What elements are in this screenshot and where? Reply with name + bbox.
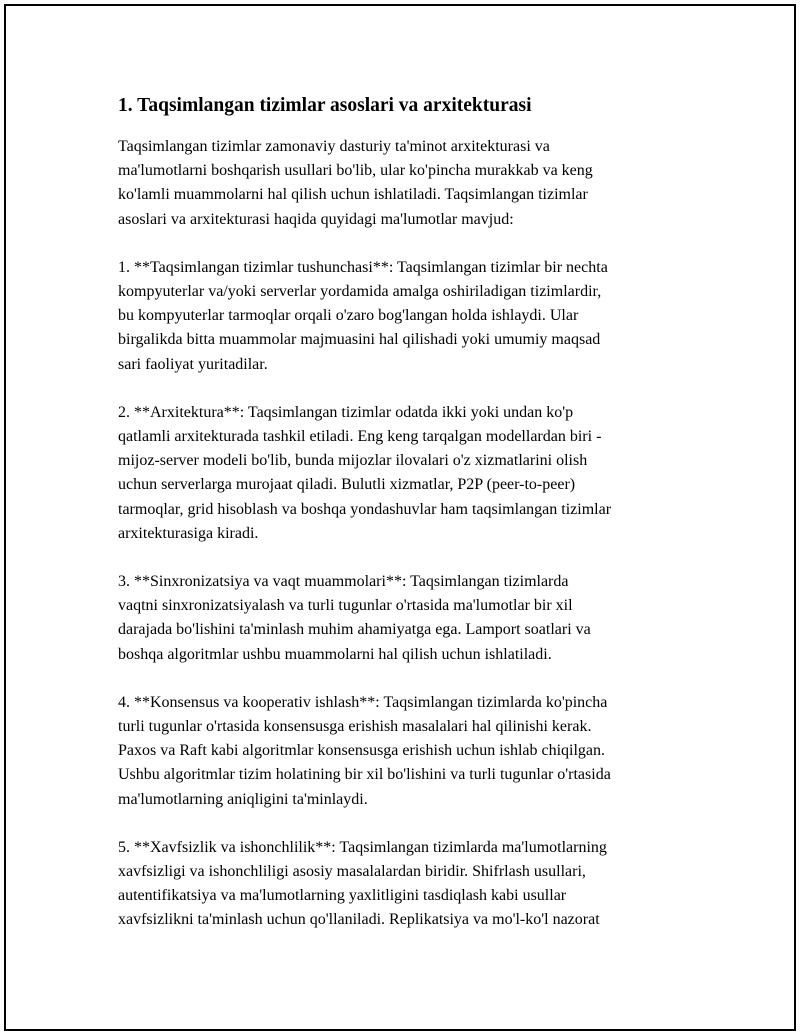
text-line: boshqa algoritmlar ushbu muammolarni hal qilish uchun ishlatiladi. bbox=[118, 645, 552, 663]
text-line: xavfsizligi va ishonchliligi asosiy masalalardan biridir. Shifrlash usullari, bbox=[118, 863, 586, 881]
text-line: arxitekturasiga kiradi. bbox=[118, 524, 259, 542]
text-line: bu kompyuterlar tarmoqlar orqali o'zaro bog'langan holda ishlaydi. Ular bbox=[118, 307, 579, 325]
text-line: ko'lamli muammolarni hal qilish uchun ishlatiladi. Taqsimlangan tizimlar bbox=[118, 186, 588, 204]
document-body bbox=[118, 94, 698, 933]
text-line: ma'lumotlarni boshqarish usullari bo'lib, ular ko'pincha murakkab va keng bbox=[118, 162, 593, 180]
paragraph-intro bbox=[118, 135, 698, 232]
document-title: 1. Taqsimlangan tizimlar asoslari va arxitekturasi bbox=[118, 95, 532, 116]
text-line: darajada bo'lishini ta'minlash muhim ahamiyatga ega. Lamport soatlari va bbox=[118, 621, 591, 639]
paragraph-architecture bbox=[118, 401, 698, 546]
text-line: kompyuterlar va/yoki serverlar yordamida amalga oshiriladigan tizimlardir, bbox=[118, 283, 602, 301]
text-line: Ushbu algoritmlar tizim holatining bir xil bo'lishini va turli tugunlar o'rtasida bbox=[118, 766, 611, 784]
text-line: ma'lumotlarning aniqligini ta'minlaydi. bbox=[118, 790, 368, 808]
text-line: xavfsizlikni ta'minlash uchun qo'llaniladi. Replikatsiya va mo'l-ko'l nazorat bbox=[118, 911, 600, 929]
text-line: Taqsimlangan tizimlar zamonaviy dasturiy ta'minot arxitekturasi va bbox=[118, 138, 550, 155]
text-line: qatlamli arxitekturada tashkil etiladi. Eng keng tarqalgan modellardan biri - bbox=[118, 428, 602, 446]
paragraph-concept bbox=[118, 256, 698, 377]
text-line: 2. **Arxitektura**: Taqsimlangan tizimlar odatda ikki yoki undan ko'p bbox=[118, 403, 574, 421]
text-line: 1. **Taqsimlangan tizimlar tushunchasi**: Taqsimlangan tizimlar bir nechta bbox=[118, 258, 608, 276]
text-line: birgalikda bitta muammolar majmuasini hal qilishadi yoki umumiy maqsad bbox=[118, 331, 601, 349]
text-line: uchun serverlarga murojaat qiladi. Bulutli xizmatlar, P2P (peer-to-peer) bbox=[118, 476, 576, 494]
text-line: asoslari va arxitekturasi haqida quyidagi ma'lumotlar mavjud: bbox=[118, 210, 514, 228]
text-line: autentifikatsiya va ma'lumotlarning yaxlitligini tasdiqlash kabi usullar bbox=[118, 887, 567, 905]
text-line: vaqtni sinxronizatsiyalash va turli tugunlar o'rtasida ma'lumotlar bir xil bbox=[118, 597, 573, 615]
paragraph-consensus bbox=[118, 691, 698, 812]
text-line: Paxos va Raft kabi algoritmlar konsensusga erishish uchun ishlab chiqilgan. bbox=[118, 742, 606, 760]
text-line: sari faoliyat yuritadilar. bbox=[118, 355, 268, 373]
text-line: 3. **Sinxronizatsiya va vaqt muammolari**: Taqsimlangan tizimlarda bbox=[118, 573, 569, 591]
text-line: turli tugunlar o'rtasida konsensusga erishish masalalari hal qilinishi kerak. bbox=[118, 718, 592, 736]
text-line: 4. **Konsensus va kooperativ ishlash**: Taqsimlangan tizimlarda ko'pincha bbox=[118, 693, 608, 711]
text-line: mijoz-server modeli bo'lib, bunda mijozlar ilovalari o'z xizmatlarini olish bbox=[118, 452, 588, 470]
paragraph-security bbox=[118, 836, 698, 933]
paragraph-synchronization bbox=[118, 570, 698, 667]
text-line: tarmoqlar, grid hisoblash va boshqa yondashuvlar ham taqsimlangan tizimlar bbox=[118, 500, 612, 518]
text-line: 5. **Xavfsizlik va ishonchlilik**: Taqsimlangan tizimlarda ma'lumotlarning bbox=[118, 838, 607, 856]
